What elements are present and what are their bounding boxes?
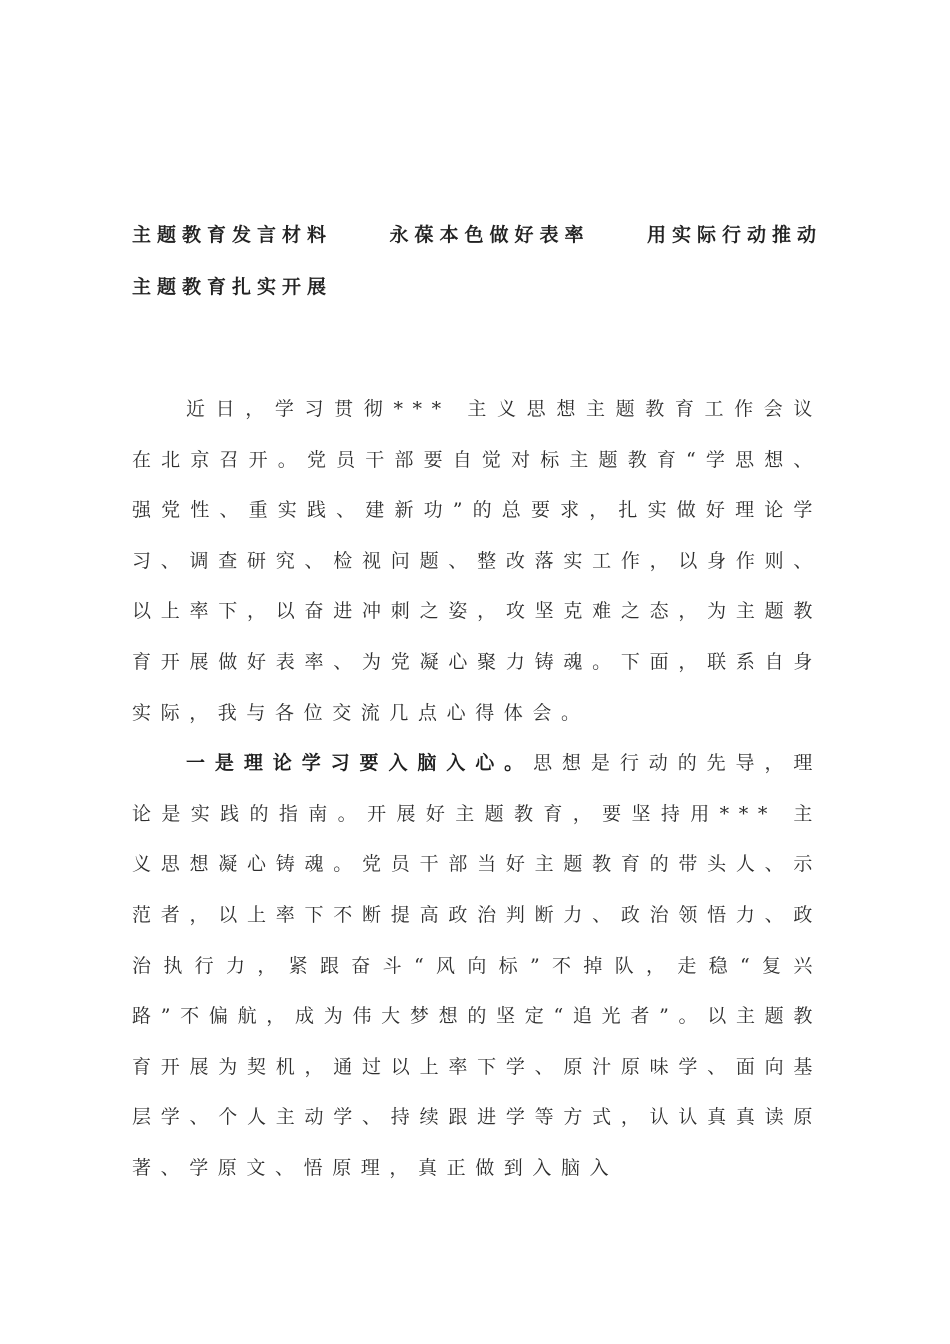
- title-part-4: 主题教育扎实开展: [132, 275, 333, 298]
- document-body: [132, 384, 822, 1194]
- paragraph-intro-text: 近日，学习贯彻*** 主义思想主题教育工作会议在北京召开。党员干部要自觉对标主题教育“学思想、强党性、重实践、建新功”的总要求，扎实做好理论学习、调查研究、检视问题、整改落实工作，以身作则、以上率下，以奋进冲刺之姿，攻坚克难之态，为主题教育开展做好表率、为党凝心聚力铸魂。下面，联系自身实际，我与各位交流几点心得体会。: [132, 398, 822, 724]
- title-part-2: 永葆本色做好表率: [389, 223, 590, 246]
- title-part-3: 用实际行动推动: [646, 223, 822, 246]
- title-part-1: 主题教育发言材料: [132, 223, 333, 246]
- paragraph-point-1-heading: 一是理论学习要入脑入心。: [186, 752, 534, 775]
- title-line-1: [132, 218, 822, 248]
- title-line-2: [132, 270, 822, 300]
- paragraph-point-1: [132, 738, 822, 1193]
- paragraph-point-1-text: 思想是行动的先导，理论是实践的指南。开展好主题教育，要坚持用*** 主义思想凝心铸魂。党员干部当好主题教育的带头人、示范者，以上率下不断提高政治判断力、政治领悟力、政治执行力，紧跟奋斗“风向标”不掉队，走稳“复兴路”不偏航，成为伟大梦想的坚定“追光者”。以主题教育开展为契机，通过以上率下学、原汁原味学、面向基层学、个人主动学、持续跟进学等方式，认认真真读原著、学原文、悟原理，真正做到入脑入: [132, 752, 822, 1179]
- paragraph-intro: [132, 384, 822, 738]
- document-title: [132, 218, 822, 322]
